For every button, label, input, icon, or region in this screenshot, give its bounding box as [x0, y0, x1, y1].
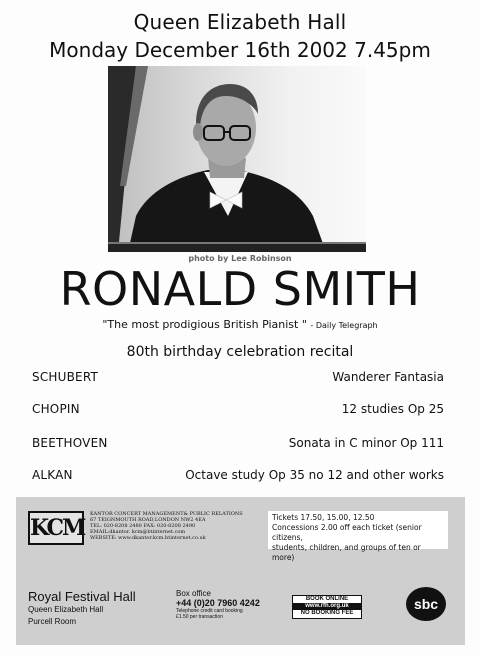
book-online-label: BOOK ONLINE — [305, 596, 349, 602]
agency-line: EMAIL:dkantor. kcm@btinternet.com — [90, 529, 186, 535]
program-composer: CHOPIN — [32, 402, 80, 416]
performer-name: RONALD SMITH — [59, 262, 421, 316]
box-office — [176, 589, 260, 620]
program-work: 12 studies Op 25 — [341, 402, 444, 416]
ticket-info — [268, 511, 448, 562]
box-office-phone: +44 (0)20 7960 4242 — [176, 598, 260, 608]
agency-line: WEBSITE: www.dkantor.kcm.btinternet.co.uk — [90, 535, 206, 541]
venue-sub: Queen Elizabeth Hall — [28, 605, 104, 614]
ticket-prices: Tickets 17.50, 15.00, 12.50 — [272, 513, 375, 522]
program-composer: BEETHOVEN — [32, 436, 108, 450]
box-office-label: Box office — [176, 589, 211, 598]
sbc-logo: sbc — [406, 587, 446, 621]
book-online-badge — [292, 595, 362, 619]
venue-title: Queen Elizabeth Hall — [133, 10, 347, 34]
pianist-photo — [108, 66, 366, 252]
recital-occasion: 80th birthday celebration recital — [126, 344, 354, 360]
press-quote-text: "The most prodigious British Pianist " — [102, 318, 307, 331]
program-row — [32, 436, 444, 454]
event-datetime: Monday December 16th 2002 7.45pm — [49, 38, 431, 62]
photo-credit: photo by Lee Robinson — [188, 254, 292, 263]
program-composer: SCHUBERT — [32, 370, 99, 384]
program-work: Sonata in C minor Op 111 — [288, 436, 444, 450]
box-office-note: £1.50 per transaction — [176, 614, 223, 620]
program-work: Wanderer Fantasia — [332, 370, 444, 384]
agency-line: 67 TEIGNMOUTH ROAD,LONDON NW2 4EA — [90, 517, 206, 523]
press-quote-source: - Daily Telegraph — [310, 321, 378, 330]
kcm-logo: KCM — [28, 511, 84, 545]
agency-contact — [90, 511, 260, 541]
agency-line: TEL: 020-8208 2480 FAX: 020-8208 2490 — [90, 523, 196, 529]
ticket-concessions: Concessions 2.00 off each ticket (senior citizens, — [272, 523, 422, 542]
book-online-url: www.rfh.org.uk — [293, 603, 361, 610]
venue-sub: Purcell Room — [28, 617, 77, 626]
press-quote — [0, 318, 480, 331]
venue-main: Royal Festival Hall — [28, 589, 136, 604]
program-work: Octave study Op 35 no 12 and other works — [185, 468, 444, 482]
book-online-fee: NO BOOKING FEE — [300, 610, 354, 616]
ticket-concessions-cont: students, children, and groups of ten or more) — [272, 543, 421, 562]
program-row — [32, 370, 444, 388]
program-row — [32, 402, 444, 420]
program-row — [32, 468, 444, 486]
box-office-note: Telephone credit card booking — [176, 608, 243, 614]
footer-panel — [16, 497, 465, 645]
agency-line: KANTOR CONCERT MANAGEMENT& PUBLIC RELATIONS — [90, 511, 243, 517]
pianist-photo-illustration — [108, 66, 366, 252]
program-composer: ALKAN — [32, 468, 73, 482]
